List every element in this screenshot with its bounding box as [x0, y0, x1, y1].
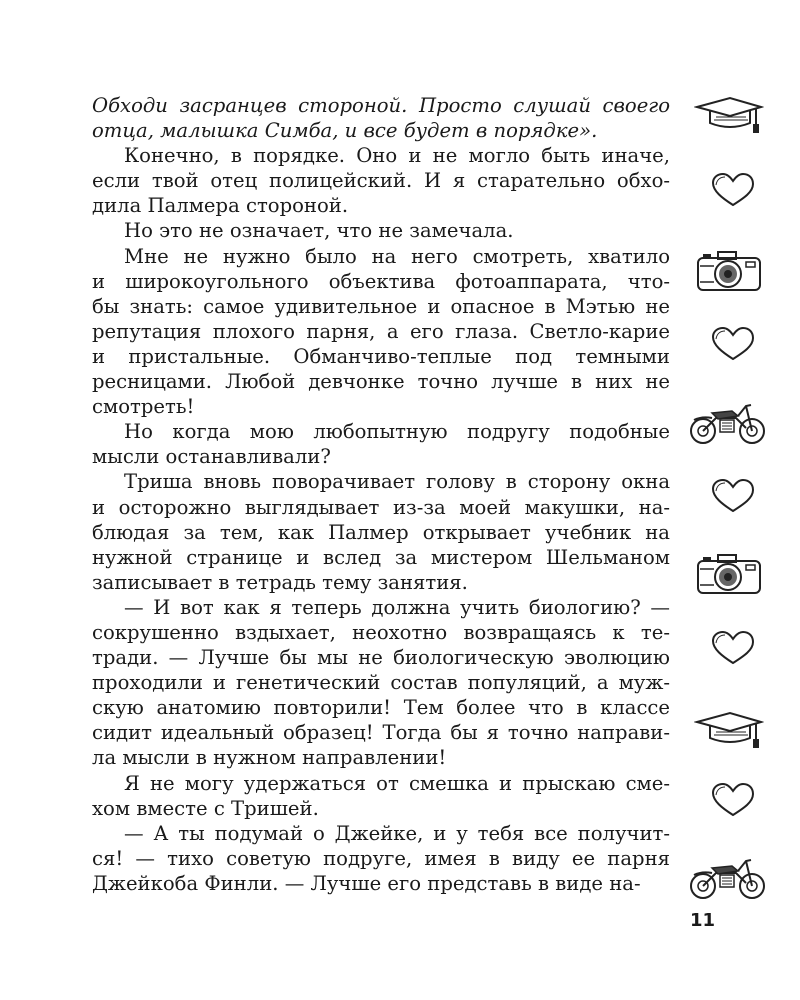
paragraph: [92, 469, 670, 594]
page-number: 11: [690, 910, 716, 931]
text-line: — И вот как я теперь должна учить биологию? —: [124, 595, 670, 619]
text-line: хом вместе с Тришей.: [92, 796, 319, 820]
graduation-cap-icon: [694, 95, 764, 137]
paragraph: [92, 419, 670, 469]
text-line: скую анатомию повторили! Тем более что в классе: [92, 696, 670, 720]
text-line: ся! — тихо советую подруге, имея в виду ее парня: [92, 846, 670, 870]
text-line: блюдая за тем, как Палмер открывает учебник на: [92, 520, 670, 544]
margin-decorations: [686, 0, 776, 1000]
text-line: проходили и генетический состав популяций, а муж-: [92, 671, 670, 695]
text-line: ресницами. Любой девчонке точно лучше в них не: [92, 370, 670, 394]
text-line: дила Палмера стороной.: [92, 194, 349, 218]
text-line: если твой отец полицейский. И я старательно обхо-: [92, 169, 670, 193]
paragraph: [92, 244, 670, 420]
text-line: ла мысли в нужном направлении!: [92, 746, 447, 770]
text-line: бы знать: самое удивительное и опасное в Мэтью не: [92, 294, 670, 318]
book-text: [92, 93, 670, 896]
motorcycle-icon: [688, 400, 768, 446]
text-line: Джейкоба Финли. — Лучше его представь в виде на-: [92, 871, 641, 895]
text-line: Мне не нужно было на него смотреть, хватило: [124, 244, 670, 268]
text-line: Но это не означает, что не замечала.: [124, 219, 514, 243]
paragraph: [92, 218, 670, 243]
paragraph: [92, 821, 670, 896]
heart-icon: [708, 782, 758, 820]
graduation-cap-icon: [694, 710, 764, 752]
camera-icon: [696, 250, 762, 292]
text-line: Обходи засранцев стороной. Просто слушай своего: [92, 94, 670, 117]
text-line: нужной странице и вслед за мистером Шельманом: [92, 545, 670, 569]
paragraph: [92, 93, 670, 143]
paragraph: [92, 771, 670, 821]
heart-icon: [708, 326, 758, 364]
text-line: репутация плохого парня, а его глаза. Светло-карие: [92, 319, 670, 343]
text-line: записывает в тетрадь тему занятия.: [92, 570, 468, 594]
text-line: тради. — Лучше бы мы не биологическую эволюцию: [92, 646, 670, 670]
motorcycle-icon: [688, 855, 768, 901]
text-line: сидит идеальный образец! Тогда бы я точно направи-: [92, 721, 670, 745]
text-line: смотреть!: [92, 395, 195, 419]
paragraph: [92, 143, 670, 218]
text-line: и широкоугольного объектива фотоаппарата, что-: [92, 269, 670, 293]
text-line: и осторожно выглядывает из-за моей макушки, на-: [92, 495, 670, 519]
text-line: Но когда мою любопытную подругу подобные: [124, 420, 670, 444]
text-line: Конечно, в порядке. Оно и не могло быть иначе,: [124, 144, 670, 168]
heart-icon: [708, 630, 758, 668]
text-line: сокрушенно вздыхает, неохотно возвращаясь к те-: [92, 620, 670, 644]
heart-icon: [708, 478, 758, 516]
text-line: — А ты подумай о Джейке, и у тебя все получит-: [124, 821, 670, 845]
text-line: Триша вновь поворачивает голову в сторону окна: [124, 470, 670, 494]
text-line: отца, малышка Симба, и все будет в порядке».: [92, 119, 598, 143]
camera-icon: [696, 553, 762, 595]
text-line: Я не могу удержаться от смешка и прыскаю сме-: [124, 771, 670, 795]
text-line: и пристальные. Обманчиво-теплые под темными: [92, 344, 670, 368]
heart-icon: [708, 172, 758, 210]
text-line: мысли останавливали?: [92, 445, 331, 469]
paragraph: [92, 595, 670, 771]
